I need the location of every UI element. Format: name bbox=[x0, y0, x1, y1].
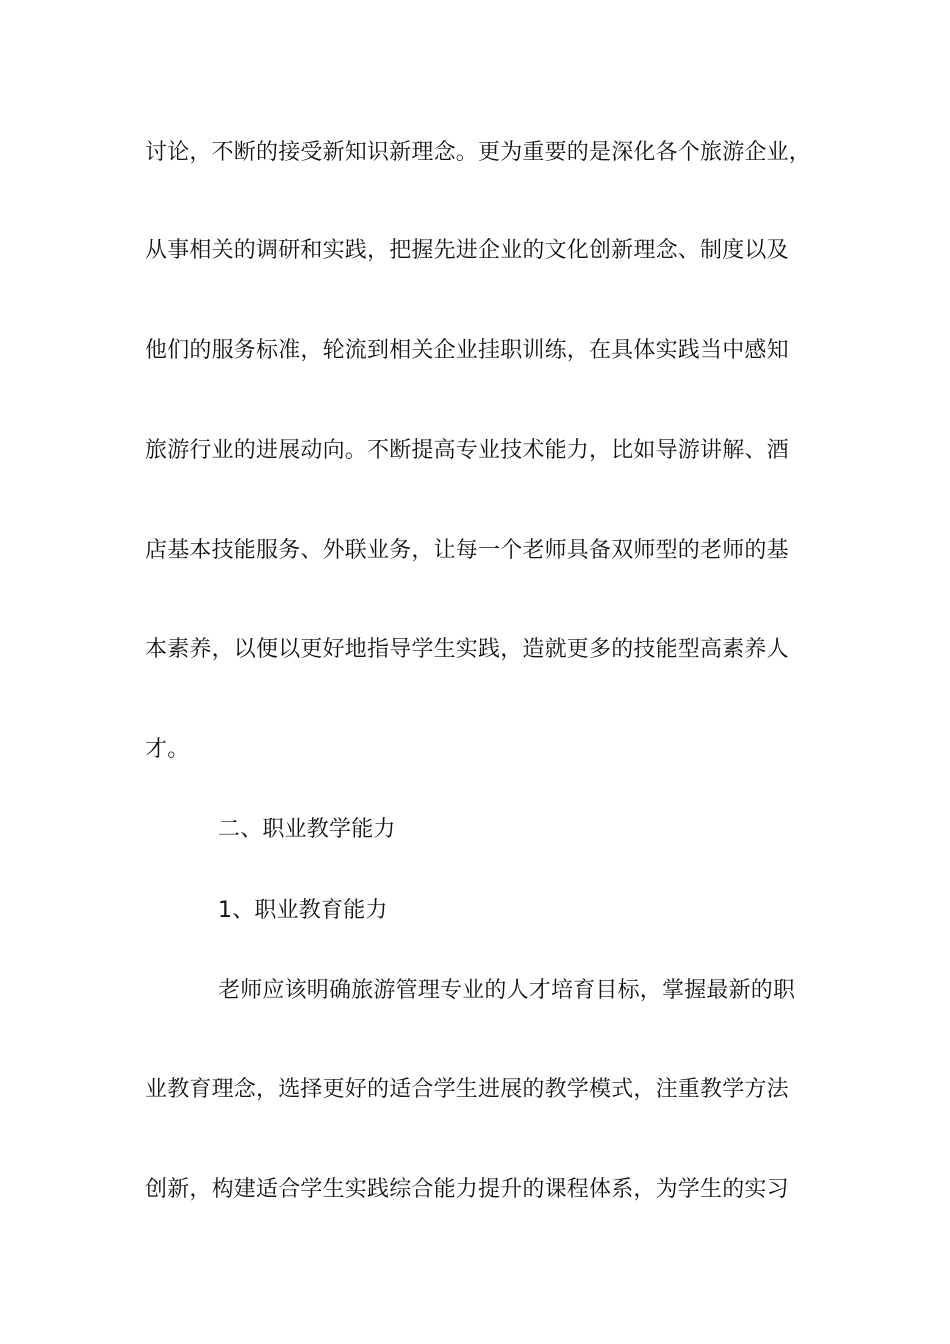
paragraph-1-line-7: 才。 bbox=[145, 737, 190, 762]
section-heading: 二、职业教学能力 bbox=[218, 817, 396, 842]
paragraph-1-line-1: 讨论，不断的接受新知识新理念。更为重要的是深化各个旅游企业， bbox=[145, 140, 812, 165]
paragraph-2-line-3: 创新，构建适合学生实践综合能力提升的课程体系，为学生的实习 bbox=[145, 1177, 789, 1202]
subsection-heading: 1、职业教育能力 bbox=[218, 898, 388, 923]
paragraph-1-line-2: 从事相关的调研和实践，把握先进企业的文化创新理念、制度以及 bbox=[145, 238, 789, 263]
paragraph-2-line-2: 业教育理念，选择更好的适合学生进展的教学模式，注重教学方法 bbox=[145, 1077, 789, 1102]
paragraph-1-line-3: 他们的服务标准，轮流到相关企业挂职训练，在具体实践当中感知 bbox=[145, 338, 789, 363]
paragraph-1-line-4: 旅游行业的进展动向。不断提高专业技术能力，比如导游讲解、酒 bbox=[145, 438, 789, 463]
paragraph-1-line-5: 店基本技能服务、外联业务，让每一个老师具备双师型的老师的基 bbox=[145, 538, 789, 563]
paragraph-2-line-1: 老师应该明确旅游管理专业的人才培育目标，掌握最新的职 bbox=[218, 978, 796, 1003]
paragraph-1-line-6: 本素养，以便以更好地指导学生实践，造就更多的技能型高素养人 bbox=[145, 637, 789, 662]
